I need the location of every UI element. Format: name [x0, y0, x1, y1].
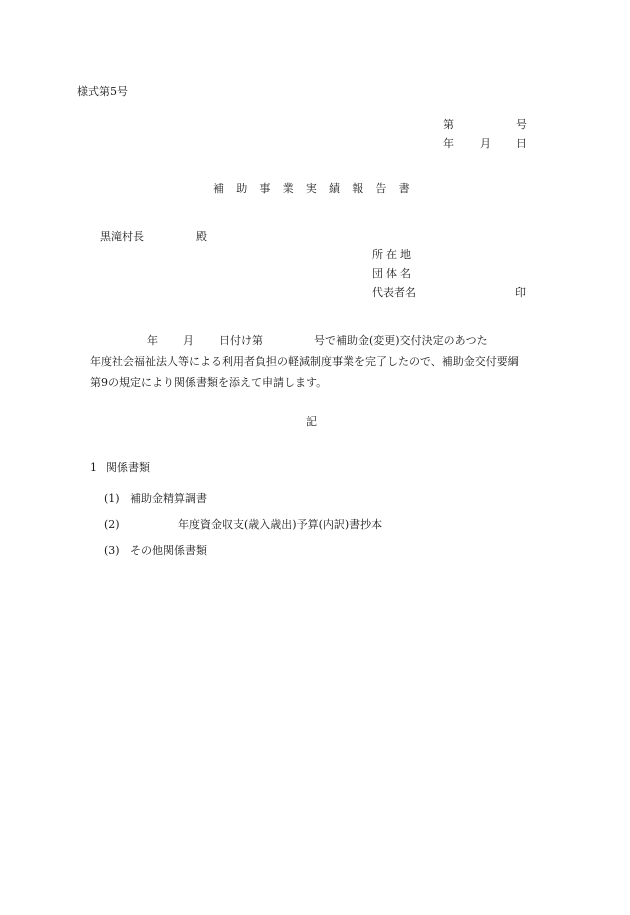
- applicant-representative-label: 代表者名: [372, 286, 416, 299]
- applicant-address-label: 所在地: [372, 248, 414, 261]
- ki-heading: 記: [306, 415, 317, 428]
- addressee-honorific: 殿: [196, 230, 207, 243]
- body-paragraph: [90, 330, 550, 393]
- list-item-number: (2): [104, 518, 120, 531]
- number-suffix: 号: [516, 118, 527, 131]
- body-line-3: 第9の規定により関係書類を添えて申請します。: [90, 376, 328, 389]
- list-item-text: その他関係書類: [130, 544, 207, 557]
- section-title: 関係書類: [106, 461, 150, 474]
- addressee-name: 黒滝村長: [100, 230, 144, 243]
- addressee: [100, 230, 207, 244]
- body-line-1: [90, 330, 550, 351]
- body-year: 年: [147, 334, 158, 347]
- body-dated: 日付け第: [219, 334, 263, 347]
- section-heading: [90, 461, 150, 475]
- applicant-organization-label: 団体名: [372, 267, 414, 280]
- section-number: 1: [90, 461, 97, 474]
- date-day: 日: [516, 137, 527, 150]
- date-year: 年: [443, 137, 454, 150]
- number-prefix: 第: [443, 118, 454, 131]
- list-item-text: 年度資金収支(歳入歳出)予算(内訳)書抄本: [178, 518, 383, 531]
- document-title: 補助事業実績報告書: [213, 182, 422, 195]
- form-number: 様式第5号: [77, 85, 128, 98]
- list-item-text: 補助金精算調書: [130, 492, 207, 505]
- body-line-2: 年度社会福祉法人等による利用者負担の軽減制度事業を完了したので、補助金交付要綱: [90, 355, 519, 368]
- body-month: 月: [183, 334, 194, 347]
- list-item-number: (1): [104, 492, 120, 505]
- date-month: 月: [480, 137, 491, 150]
- body-decision: 号で補助金(変更)交付決定のあつた: [314, 334, 488, 347]
- list-item-number: (3): [104, 544, 120, 557]
- seal-mark: 印: [515, 286, 526, 299]
